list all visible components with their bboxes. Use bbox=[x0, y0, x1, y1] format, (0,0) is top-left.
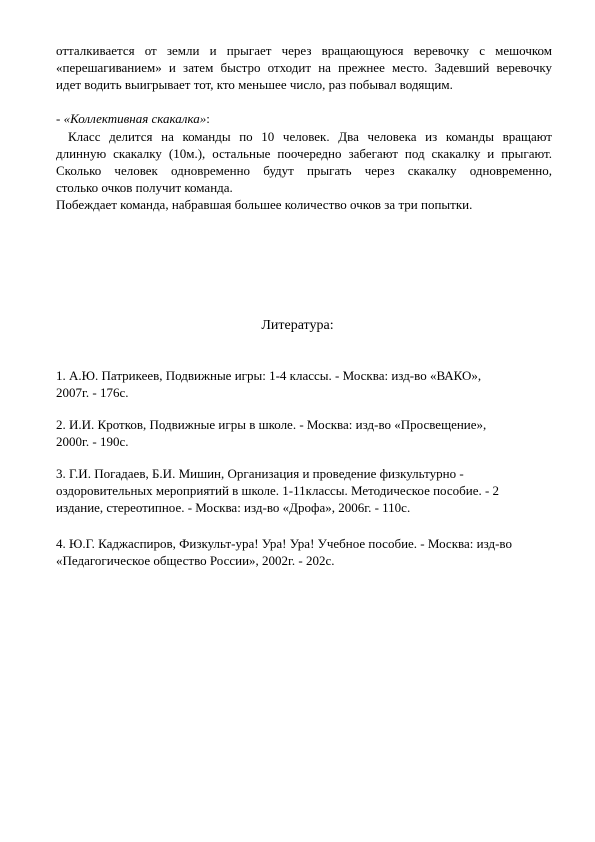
game-description bbox=[56, 128, 552, 213]
text-line: 4. Ю.Г. Каджаспиров, Физкульт-ура! Ура! Ура! Учебное пособие. - Москва: изд-во bbox=[56, 536, 512, 551]
text-line: «Педагогическое общество России», 2002г. - 202с. bbox=[56, 553, 335, 568]
text-line: 2000г. - 190с. bbox=[56, 434, 129, 449]
reference-item bbox=[56, 367, 546, 401]
text-line: Класс делится на команды по 10 человек. Два человека из команды вращают bbox=[68, 129, 552, 144]
reference-item bbox=[56, 416, 546, 450]
text-line: «перешагиванием» и затем быстро отходит на прежнее место. Задевший веревочку bbox=[56, 60, 552, 75]
literature-heading: Литература: bbox=[261, 318, 334, 333]
game-rules-continuation bbox=[56, 42, 552, 93]
text-line: Побеждает команда, набравшая большее количество очков за три попытки. bbox=[56, 197, 473, 212]
game-title-suffix: : bbox=[206, 111, 210, 126]
text-line: столько очков получит команда. bbox=[56, 180, 233, 195]
reference-item bbox=[56, 465, 546, 516]
game-title-prefix: - bbox=[56, 111, 64, 126]
text-line: 2007г. - 176с. bbox=[56, 385, 129, 400]
text-line: 1. А.Ю. Патрикеев, Подвижные игры: 1-4 классы. - Москва: изд-во «ВАКО», bbox=[56, 368, 482, 383]
game-title-line bbox=[56, 110, 552, 127]
game-title: «Коллективная скакалка» bbox=[63, 111, 207, 126]
text-line: Сколько человек одновременно будут прыгать через скакалку одновременно, bbox=[56, 163, 552, 178]
text-line: 2. И.И. Кротков, Подвижные игры в школе. - Москва: изд-во «Просвещение», bbox=[56, 417, 487, 432]
text-line: оздоровительных мероприятий в школе. 1-11классы. Методическое пособие. - 2 bbox=[56, 483, 500, 498]
text-line: 3. Г.И. Погадаев, Б.И. Мишин, Организация и проведение физкультурно - bbox=[56, 466, 464, 481]
text-line: издание, стереотипное. - Москва: изд-во «Дрофа», 2006г. - 110с. bbox=[56, 500, 411, 515]
text-line: длинную скакалку (10м.), остальные поочередно забегают под скакалку и прыгают. bbox=[56, 146, 552, 161]
text-line: идет водить выигрывает тот, кто меньшее число, раз побывал водящим. bbox=[56, 77, 453, 92]
text-line: отталкивается от земли и прыгает через вращающуюся веревочку с мешочком bbox=[56, 43, 552, 58]
reference-item bbox=[56, 535, 546, 569]
